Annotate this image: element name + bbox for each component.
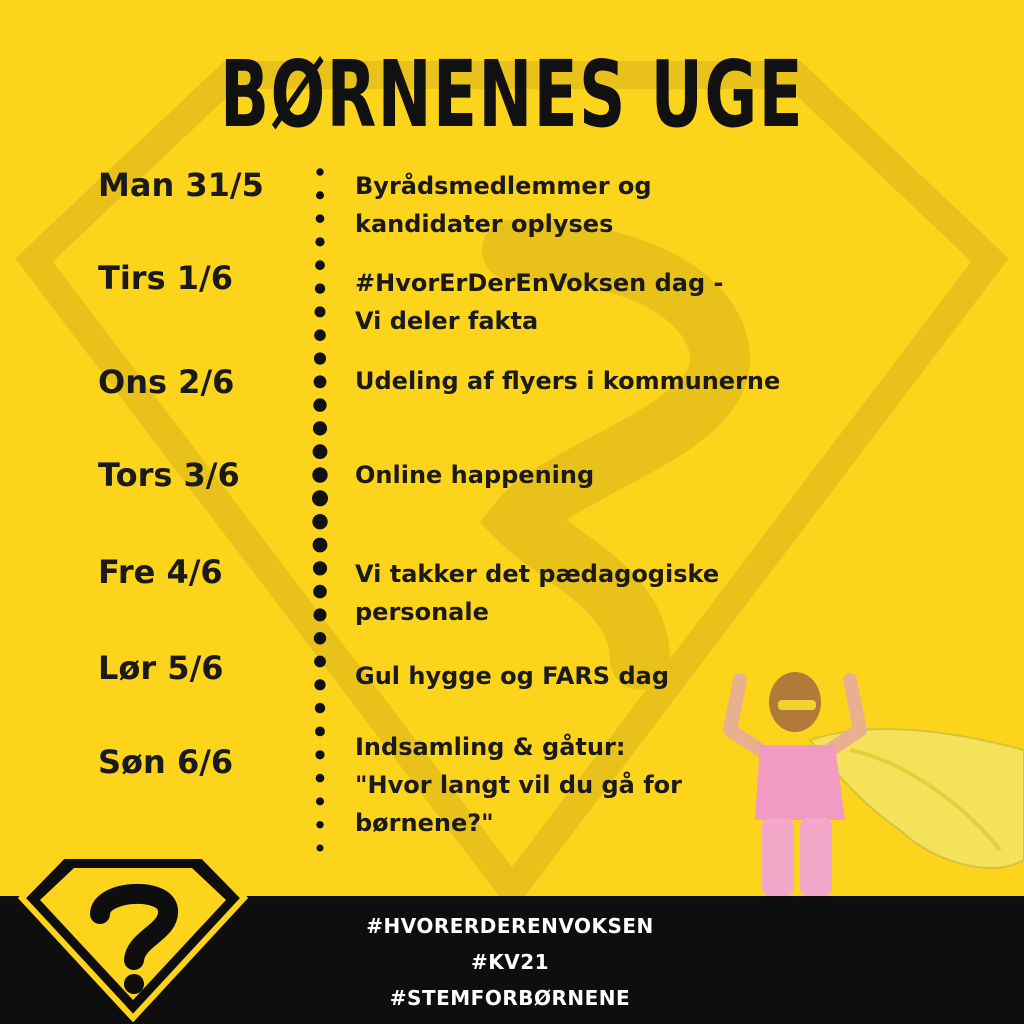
event-description	[355, 362, 845, 400]
timeline-dot	[315, 260, 325, 270]
event-line: Udeling af flyers i kommunerne	[355, 367, 781, 395]
timeline-dot	[316, 191, 324, 199]
event-line: kandidater oplyses	[355, 210, 614, 238]
timeline-dot	[314, 632, 326, 644]
timeline-dot	[316, 821, 323, 828]
event-line: "Hvor langt vil du gå for	[355, 771, 682, 799]
day-label: Ons 2/6	[98, 363, 235, 401]
day-label: Fre 4/6	[98, 553, 223, 591]
timeline-dot	[314, 608, 327, 621]
event-description	[355, 264, 845, 340]
day-label: Man 31/5	[98, 166, 264, 204]
event-description	[355, 456, 845, 494]
day-label: Lør 5/6	[98, 649, 224, 687]
event-line: Vi takker det pædagogiske	[355, 560, 720, 588]
day-label: Tirs 1/6	[98, 259, 233, 297]
event-line: personale	[355, 598, 489, 626]
event-line: Gul hygge og FARS dag	[355, 662, 670, 690]
timeline-dot	[314, 329, 326, 341]
timeline-dot	[314, 679, 325, 690]
event-line: Vi deler fakta	[355, 307, 539, 335]
timeline-dot	[314, 656, 326, 668]
timeline-dot	[315, 237, 324, 246]
hashtag: #HVORERDERENVOKSEN	[366, 914, 654, 938]
event-line: Byrådsmedlemmer og	[355, 172, 652, 200]
timeline-dot	[313, 585, 327, 599]
timeline-dot	[313, 398, 326, 411]
timeline-dot	[315, 283, 325, 293]
timeline-dot	[312, 490, 328, 506]
timeline-dot	[312, 467, 327, 482]
girl-in-cape-icon	[700, 660, 1024, 896]
event-line: Indsamling & gåtur:	[355, 733, 626, 761]
timeline-dot	[316, 797, 324, 805]
timeline-dot	[314, 352, 326, 364]
question-mark-shield-icon	[18, 852, 248, 1022]
timeline-dot	[313, 538, 328, 553]
timeline-dot	[315, 727, 325, 737]
timeline-dot	[313, 561, 327, 575]
timeline-dot	[316, 774, 325, 783]
timeline-dot	[315, 703, 325, 713]
timeline-dot	[314, 375, 327, 388]
timeline-dot	[315, 750, 324, 759]
hashtag: #KV21	[470, 950, 550, 974]
event-line: Online happening	[355, 461, 595, 489]
event-description	[355, 167, 845, 243]
timeline-dots	[300, 160, 340, 860]
hashtag: #STEMFORBØRNENE	[389, 986, 631, 1010]
timeline-dot	[312, 514, 327, 529]
page-title: BØRNENES UGE	[220, 41, 804, 148]
event-line: børnene?"	[355, 809, 494, 837]
timeline-dot	[317, 845, 324, 852]
event-description	[355, 555, 845, 631]
timeline-dot	[313, 444, 328, 459]
event-line: #HvorErDerEnVoksen dag -	[355, 269, 724, 297]
timeline-dot	[315, 306, 326, 317]
day-label: Søn 6/6	[98, 743, 234, 781]
timeline-dot	[316, 214, 325, 223]
day-label: Tors 3/6	[98, 456, 240, 494]
timeline-dot	[316, 168, 323, 175]
timeline-dot	[313, 421, 327, 435]
